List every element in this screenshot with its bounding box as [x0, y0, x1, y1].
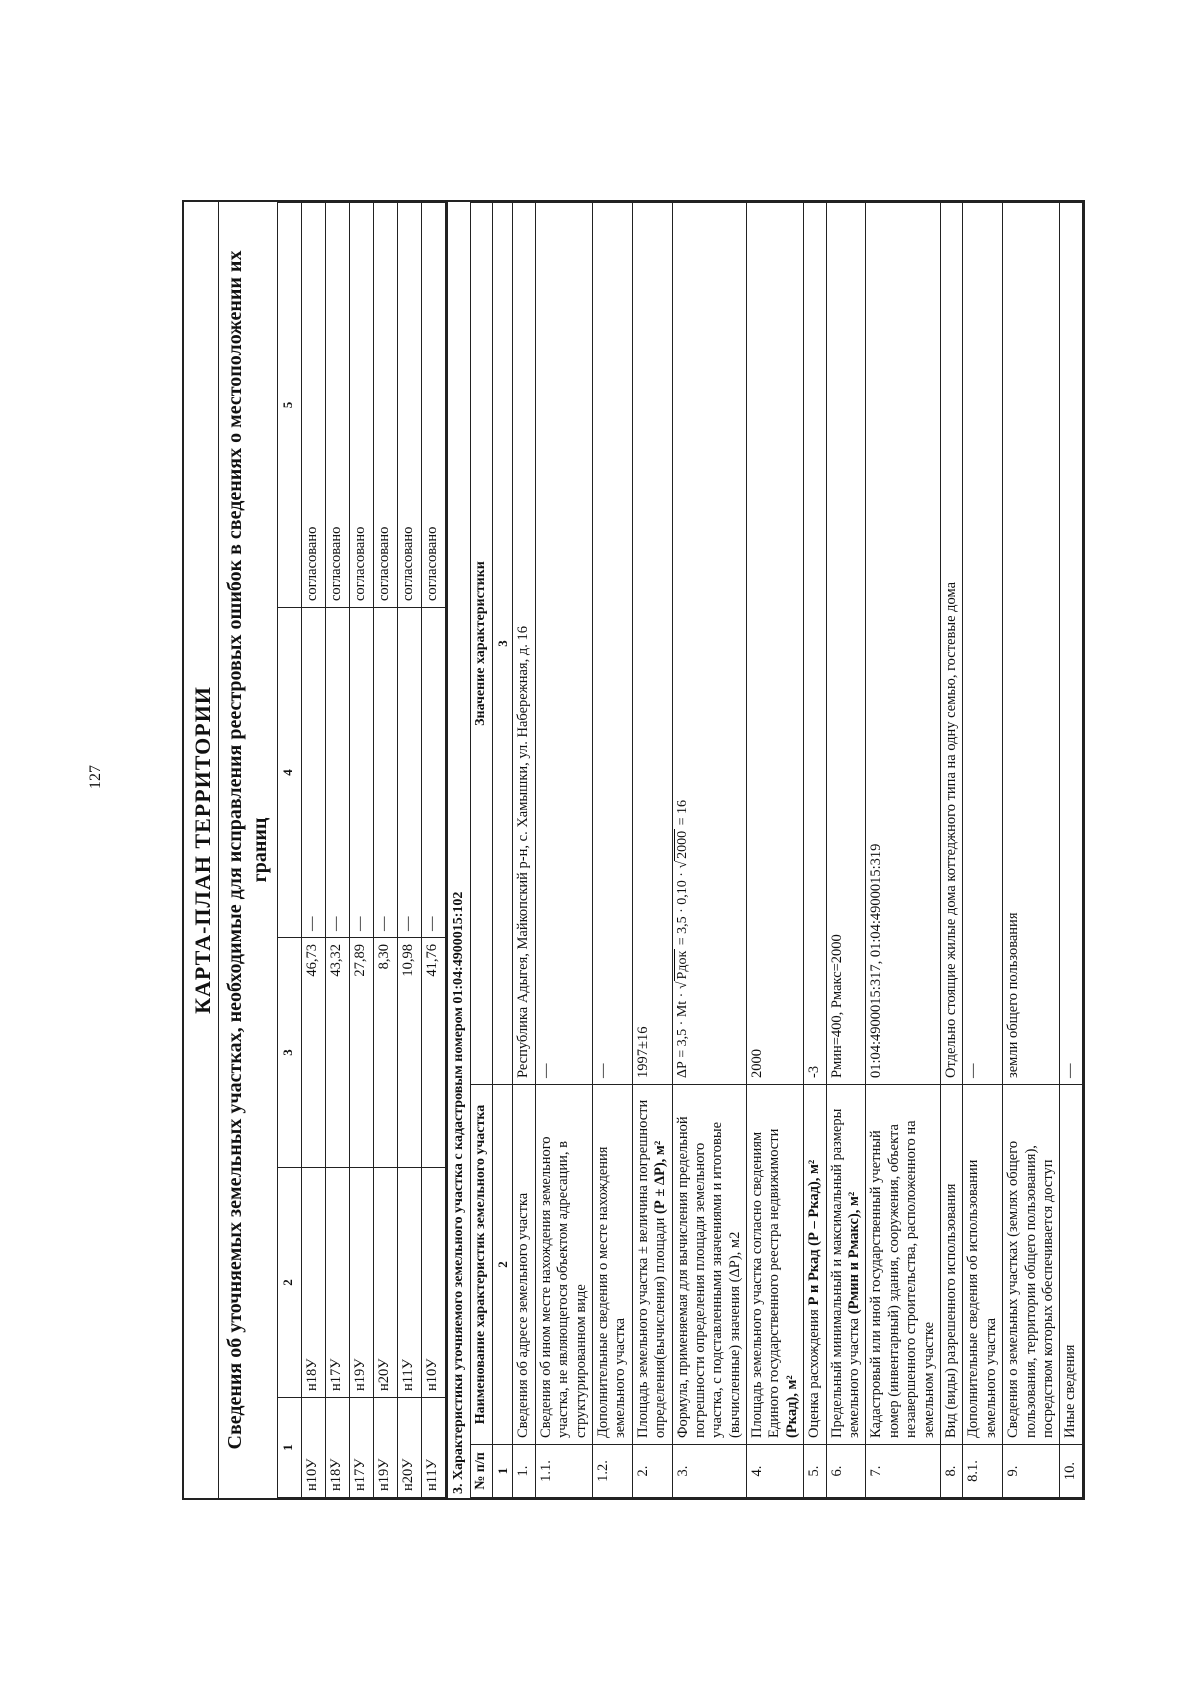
row-name-cell [826, 1085, 866, 1445]
row-number: 8. [940, 1445, 962, 1498]
table-row [672, 203, 747, 1498]
row-name: Вид (виды) разрешенного использования [940, 1085, 962, 1445]
point-from: н19У [374, 1398, 398, 1498]
table-row [513, 203, 535, 1498]
row-name-cell [747, 1085, 804, 1445]
row-name: Сведения об ином месте нахождения земельного участка, не являющегося объектом адресации, в структурированном виде [535, 1085, 592, 1445]
row-name: Площадь земельного участка ± величина погрешности определения(вычисления) площади [634, 1099, 669, 1438]
row-number: 5. [804, 1445, 826, 1498]
colnum-2: 2 [492, 1085, 513, 1445]
row-value: 1997±16 [632, 203, 672, 1085]
table-row [374, 203, 398, 1498]
row-number: 8.1. [963, 1445, 1003, 1498]
point-from: н17У [350, 1398, 374, 1498]
row-number: 2. [632, 1445, 672, 1498]
row-value: — [1060, 203, 1082, 1085]
table-row [422, 203, 446, 1498]
point-to: н20У [374, 1168, 398, 1398]
points-column-numbers [278, 203, 302, 1498]
colnum-3: 3 [492, 203, 513, 1085]
distance: 10,98 [398, 938, 422, 1168]
table-row [747, 203, 804, 1498]
row-number: 4. [747, 1445, 804, 1498]
col4-value: — [350, 608, 374, 938]
header-value: Значение характеристики [471, 203, 493, 1085]
table-row [632, 203, 672, 1498]
point-from: н10У [302, 1398, 326, 1498]
status: согласовано [350, 203, 374, 608]
table-row [302, 203, 326, 1498]
row-name: Сведения об адресе земельного участка [513, 1085, 535, 1445]
table-row [1003, 203, 1060, 1498]
colnum-1: 1 [278, 1398, 302, 1498]
row-name: Иные сведения [1060, 1085, 1082, 1445]
row-name-bold: (Рмин и Рмакс), м² [846, 1191, 863, 1315]
table-row [826, 203, 866, 1498]
row-name: Площадь земельного участка согласно сведениям Единого государственного реестра недвижимости [749, 1128, 783, 1438]
status: согласовано [398, 203, 422, 608]
table-row [1060, 203, 1082, 1498]
col4-value: — [302, 608, 326, 938]
row-value: — [535, 203, 592, 1085]
row-value: Республика Адыгея, Майкопский р-н, с. Хамышки, ул. Набережная, д. 16 [513, 203, 535, 1085]
formula-radicand: Pдок [674, 950, 690, 980]
point-to: н19У [350, 1168, 374, 1398]
point-to: н18У [302, 1168, 326, 1398]
row-name-bold: (Р ± ΔР), м² [652, 1140, 669, 1214]
point-to: н17У [326, 1168, 350, 1398]
row-number: 6. [826, 1445, 866, 1498]
row-name-cell [632, 1085, 672, 1445]
row-name: Оценка расхождения [806, 1309, 823, 1438]
distance: 27,89 [350, 938, 374, 1168]
section-3-title: 3. Характеристики уточняемого земельного участка с кадастровым номером 01:04:4900015:102 [446, 202, 470, 1498]
table-row [963, 203, 1003, 1498]
characteristics-header [471, 203, 493, 1498]
document-frame [182, 200, 1085, 1500]
row-number: 9. [1003, 1445, 1060, 1498]
row-value: -3 [804, 203, 826, 1085]
status: согласовано [374, 203, 398, 608]
formula-suffix: = 16 [674, 799, 690, 829]
table-row [940, 203, 962, 1498]
characteristics-column-numbers [492, 203, 513, 1498]
distance: 43,32 [326, 938, 350, 1168]
formula-prefix: ΔР = 3,5 · Mt · √ [674, 981, 690, 1078]
distance: 46,73 [302, 938, 326, 1168]
table-row [866, 203, 941, 1498]
status: согласовано [326, 203, 350, 608]
points-table [277, 202, 446, 1498]
formula-mid: = 3,5 · 0,10 · √ [674, 860, 690, 949]
col4-value: — [398, 608, 422, 938]
characteristics-table [470, 202, 1083, 1498]
row-value: земли общего пользования [1003, 203, 1060, 1085]
colnum-1: 1 [492, 1445, 513, 1498]
row-value: — [592, 203, 632, 1085]
row-name-bold: (Ркад), м² [783, 1375, 800, 1438]
table-row [592, 203, 632, 1498]
row-name-bold: Р и Ркад (Р – Ркад), м² [806, 1159, 823, 1306]
row-value: Отдельно стоящие жилые дома коттеджного типа на одну семью, гостевые дома [940, 203, 962, 1085]
table-row [535, 203, 592, 1498]
table-row [350, 203, 374, 1498]
table-row [398, 203, 422, 1498]
point-from: н18У [326, 1398, 350, 1498]
row-number: 1.1. [535, 1445, 592, 1498]
row-name: Дополнительные сведения о месте нахождения земельного участка [592, 1085, 632, 1445]
row-value: — [963, 203, 1003, 1085]
row-value-formula [672, 203, 747, 1085]
status: согласовано [302, 203, 326, 608]
colnum-4: 4 [278, 608, 302, 938]
row-name: Формула, применяемая для вычисления предельной погрешности определения площади земельного участка, с подставленными значениями и итоговые (вычисленные) значения (ΔР), м2 [672, 1085, 747, 1445]
row-number: 1. [513, 1445, 535, 1498]
row-number: 10. [1060, 1445, 1082, 1498]
point-to: н11У [398, 1168, 422, 1398]
row-number: 3. [672, 1445, 747, 1498]
row-number: 7. [866, 1445, 941, 1498]
col4-value: — [374, 608, 398, 938]
col4-value: — [422, 608, 446, 938]
point-from: н20У [398, 1398, 422, 1498]
row-value: 2000 [747, 203, 804, 1085]
table-row [326, 203, 350, 1498]
colnum-5: 5 [278, 203, 302, 608]
row-name: Дополнительные сведения об использовании земельного участка [963, 1085, 1003, 1445]
row-value: 01:04:4900015:317, 01:04:4900015:319 [866, 203, 941, 1085]
row-name: Предельный минимальный и максимальный размеры земельного участка [828, 1108, 863, 1438]
header-name: Наименование характеристик земельного участка [471, 1085, 493, 1445]
col4-value: — [326, 608, 350, 938]
distance: 41,76 [422, 938, 446, 1168]
row-value: Рмин=400, Рмакс=2000 [826, 203, 866, 1085]
point-from: н11У [422, 1398, 446, 1498]
rotated-sheet [182, 200, 1200, 1500]
document-title: КАРТА-ПЛАН ТЕРРИТОРИИ [184, 202, 219, 1498]
colnum-3: 3 [278, 938, 302, 1168]
status: согласовано [422, 203, 446, 608]
table-row [804, 203, 826, 1498]
sheet [182, 200, 1200, 1494]
row-number: 1.2. [592, 1445, 632, 1498]
distance: 8,30 [374, 938, 398, 1168]
row-name-cell [804, 1085, 826, 1445]
colnum-2: 2 [278, 1168, 302, 1398]
header-num: № п/п [471, 1445, 493, 1498]
row-name: Сведения о земельных участках (землях общего пользования, территории общего пользования), посредством которых обеспечивается доступ [1003, 1085, 1060, 1445]
point-to: н10У [422, 1168, 446, 1398]
document-subtitle: Сведения об уточняемых земельных участках, необходимые для исправления реестровых ошибок в сведениях о местоположении их границ [224, 250, 271, 1450]
formula-radicand-2: 2000 [674, 830, 690, 859]
page-number: 127 [87, 765, 104, 789]
row-name: Кадастровый или иной государственный учетный номер (инвентарный) здания, сооружения, объекта незавершенного строительства, расположенного на земельном участке [866, 1085, 941, 1445]
